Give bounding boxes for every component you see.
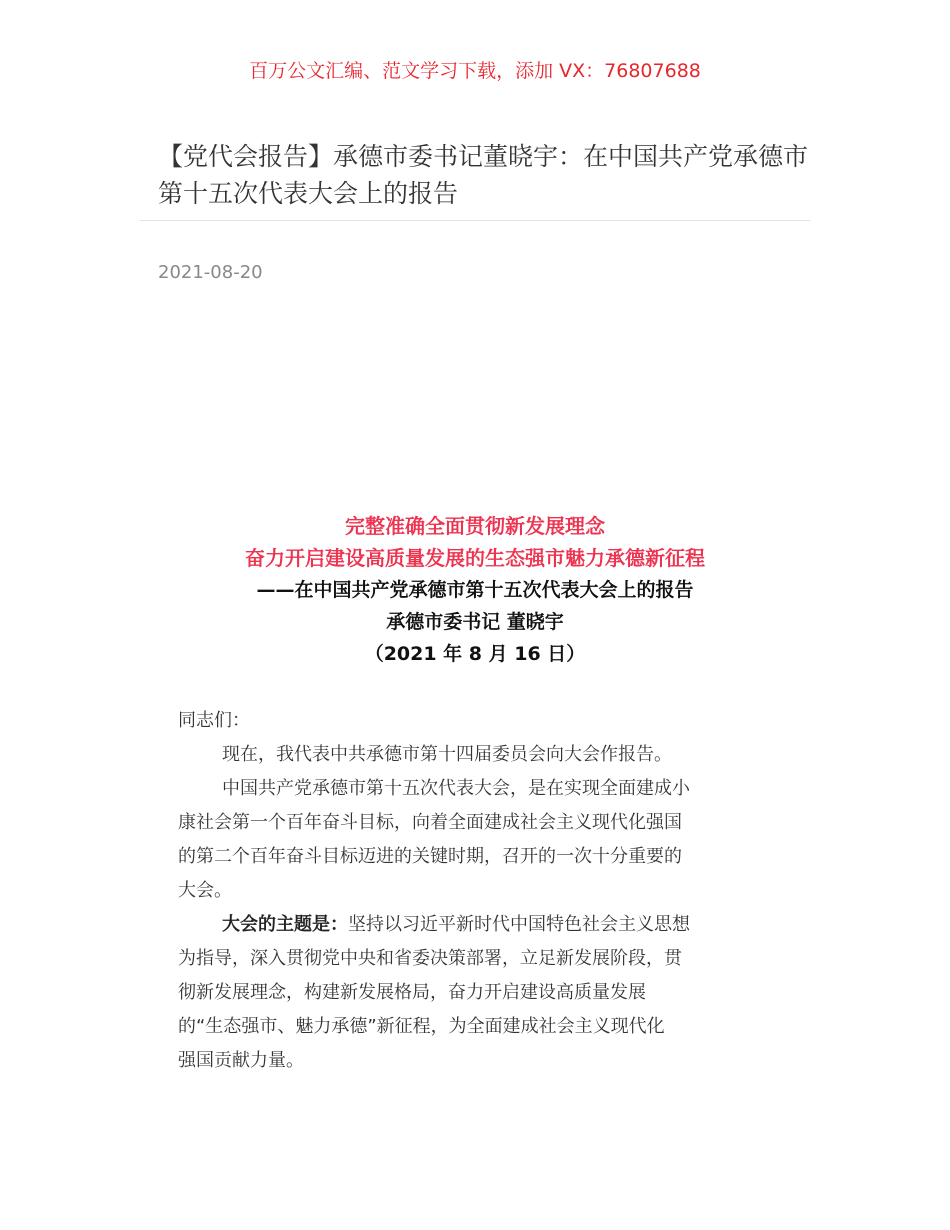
paragraph-3-line: 的“生态强市、魅力承德”新征程，为全面建成社会主义现代化 [178,1016,665,1037]
heading-line-2: 奋力开启建设高质量发展的生态强市魅力承德新征程 [245,546,705,570]
promo-banner: 百万公文汇编、范文学习下载，添加 VX：76807688 [249,60,701,82]
paragraph-3-line: 为指导，深入贯彻党中央和省委决策部署，立足新发展阶段，贯 [178,948,682,969]
article-body [178,704,778,1078]
report-date: （2021 年 8 月 16 日） [364,643,586,665]
paragraph-2-line: 康社会第一个百年奋斗目标，向着全面建成社会主义现代化强国 [178,812,682,833]
paragraph-3-line: 彻新发展理念，构建新发展格局，奋力开启建设高质量发展 [178,982,646,1003]
paragraph-3-line [178,908,778,942]
paragraph-2-line: 中国共产党承德市第十五次代表大会，是在实现全面建成小 [222,778,690,799]
paragraph-2-line: 的第二个百年奋斗目标迈进的关键时期，召开的一次十分重要的 [178,846,682,867]
article-title: 【党代会报告】承德市委书记董晓宇：在中国共产党承德市第十五次代表大会上的报告 [158,142,809,208]
report-author: 承德市委书记 董晓宇 [386,611,564,633]
paragraph-1: 现在，我代表中共承德市第十四届委员会向大会作报告。 [222,744,672,765]
report-heading [0,510,950,670]
divider [140,220,810,221]
theme-label: 大会的主题是： [222,914,348,935]
publish-date: 2021-08-20 [158,262,263,283]
paragraph-3-text: 坚持以习近平新时代中国特色社会主义思想 [348,914,690,935]
salutation: 同志们： [178,710,250,731]
paragraph-3-line: 强国贡献力量。 [178,1050,304,1071]
paragraph-2-line: 大会。 [178,880,232,901]
heading-line-1: 完整准确全面贯彻新发展理念 [345,514,605,538]
report-subtitle: ——在中国共产党承德市第十五次代表大会上的报告 [256,579,694,601]
